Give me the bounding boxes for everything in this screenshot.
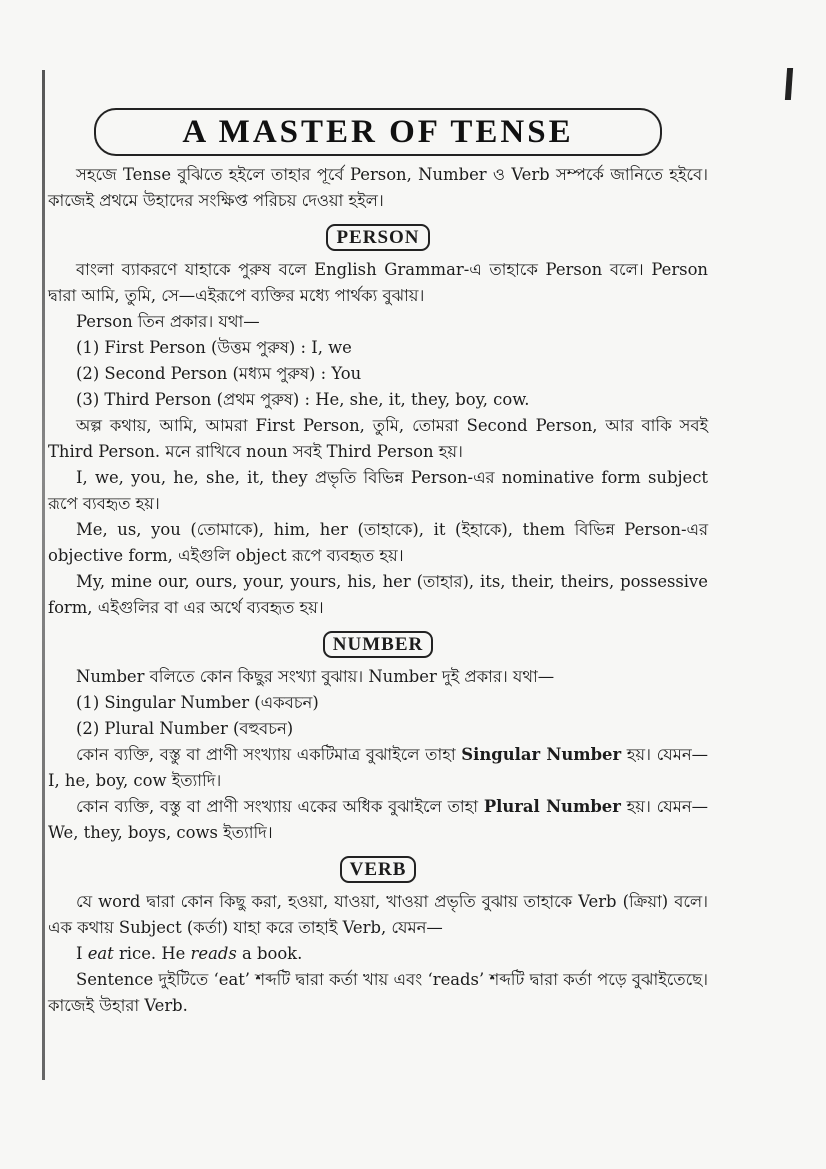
number-paragraph-1: Number বলিতে কোন কিছুর সংখ্যা বুঝায়। Number দুই প্রকার। যথা—: [76, 667, 555, 686]
number-list-item: (1) Singular Number (একবচন): [76, 693, 319, 712]
number-list-item: (2) Plural Number (বহুবচন): [76, 719, 294, 738]
plural-number-term: Plural Number: [483, 797, 621, 816]
person-paragraph-6: My, mine our, ours, your, yours, his, her (তাহার), its, their, theirs, possessive form, এইগুলির বা এর অর্থে ব্যবহৃত হয়।: [48, 572, 708, 617]
number-paragraph-3: কোন ব্যক্তি, বস্তু বা প্রাণী সংখ্যায় একের অধিক বুঝাইলে তাহা Plural Number হয়। যেমন—We, they, boys, cows ইত্যাদি।: [48, 797, 708, 842]
section-heading-person: PERSON: [326, 224, 429, 251]
section-heading-number: NUMBER: [323, 631, 433, 658]
person-paragraph-2: Person তিন প্রকার। যথা—: [76, 312, 260, 331]
page-title: A MASTER OF TENSE: [94, 108, 662, 156]
document-page: [48, 108, 708, 1019]
verb-paragraph-1: যে word দ্বারা কোন কিছু করা, হওয়া, যাওয়া, খাওয়া প্রভৃতি বুঝায় তাহাকে Verb (ক্রিয়া) বলে। এক কথায় Subject (কর্তা) যাহা করে তাহাই Verb, যেমন—: [48, 892, 708, 937]
singular-number-term: Singular Number: [461, 745, 622, 764]
page-corner-mark: [785, 68, 793, 100]
section-heading-verb: VERB: [340, 856, 417, 883]
verb-paragraph-2: Sentence দুইটিতে ‘eat’ শব্দটি দ্বারা কর্তা খায় এবং ‘reads’ শব্দটি দ্বারা কর্তা পড়ে বুঝাইতেছে। কাজেই উহারা Verb.: [48, 970, 708, 1015]
person-paragraph-5: Me, us, you (তোমাকে), him, her (তাহাকে), it (ইহাকে), them বিভিন্ন Person-এর objective form, এইগুলি object রূপে ব্যবহৃত হয়।: [48, 520, 708, 565]
verb-example: I eat rice. He reads a book.: [76, 944, 303, 963]
intro-paragraph: সহজে Tense বুঝিতে হইলে তাহার পূর্বে Person, Number ও Verb সম্পর্কে জানিতে হইবে। কাজেই প্রথমে উহাদের সংক্ষিপ্ত পরিচয় দেওয়া হইল।: [48, 165, 708, 210]
person-list-item: (2) Second Person (মধ্যম পুরুষ) : You: [76, 364, 362, 383]
number-paragraph-2: কোন ব্যক্তি, বস্তু বা প্রাণী সংখ্যায় একটিমাত্র বুঝাইলে তাহা Singular Number হয়। যেমন—I, he, boy, cow ইত্যাদি।: [48, 745, 709, 790]
person-paragraph-3: অল্প কথায়, আমি, আমরা First Person, তুমি, তোমরা Second Person, আর বাকি সবই Third Person. মনে রাখিবে noun সবই Third Person হয়।: [48, 416, 708, 461]
book-spine-edge: [42, 70, 45, 1080]
person-list-item: (3) Third Person (প্রথম পুরুষ) : He, she, it, they, boy, cow.: [76, 390, 530, 409]
person-paragraph-4: I, we, you, he, she, it, they প্রভৃতি বিভিন্ন Person-এর nominative form subject রূপে ব্যবহৃত হয়।: [48, 468, 708, 513]
verb-eat: eat: [87, 944, 114, 963]
person-paragraph-1: বাংলা ব্যাকরণে যাহাকে পুরুষ বলে English Grammar-এ তাহাকে Person বলে। Person দ্বারা আমি, তুমি, সে—এইরূপে ব্যক্তির মধ্যে পার্থক্য বুঝায়।: [48, 260, 708, 305]
verb-reads: reads: [190, 944, 237, 963]
person-list-item: (1) First Person (উত্তম পুরুষ) : I, we: [76, 338, 352, 357]
